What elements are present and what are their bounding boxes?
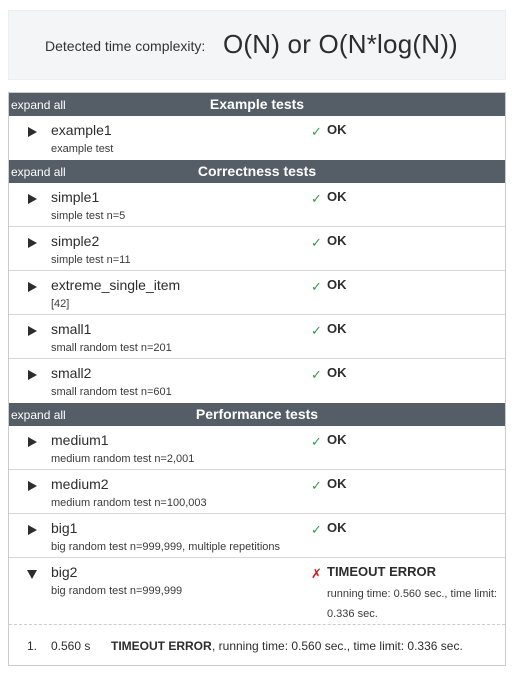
test-description: example test: [51, 143, 114, 155]
test-status: OK: [327, 189, 347, 204]
group-title: Example tests: [209, 96, 305, 112]
test-name: example1: [51, 122, 112, 138]
test-description: [42]: [51, 298, 70, 310]
triangle-right-icon[interactable]: [26, 369, 38, 381]
cross-icon: ✗: [311, 566, 322, 581]
test-status: OK: [327, 277, 347, 292]
status-detail: running time: 0.560 sec., time limit: 0.336 sec.: [327, 588, 497, 620]
test-description: medium random test n=2,001: [51, 453, 195, 465]
triangle-right-icon[interactable]: [26, 126, 38, 138]
test-row-simple1[interactable]: [9, 183, 505, 227]
test-description: big random test n=999,999: [51, 585, 183, 597]
test-name: extreme_single_item: [51, 277, 181, 293]
run-status: TIMEOUT ERROR: [111, 639, 212, 653]
test-description: small random test n=201: [51, 342, 172, 354]
triangle-right-icon[interactable]: [26, 325, 38, 337]
test-results-table: [8, 92, 506, 666]
test-row-example1[interactable]: [9, 116, 505, 160]
test-name: medium2: [51, 476, 109, 492]
test-name: medium1: [51, 432, 109, 448]
expand-all-link[interactable]: expand all: [11, 165, 66, 179]
test-description: small random test n=601: [51, 386, 172, 398]
expand-all-link[interactable]: expand all: [11, 408, 66, 422]
group-header-performance-tests: [9, 403, 505, 426]
check-icon: ✓: [311, 522, 322, 537]
test-description: simple test n=11: [51, 254, 131, 266]
complexity-value: O(N) or O(N*log(N)): [223, 29, 458, 59]
group-header-example-tests: [9, 93, 505, 116]
test-row-medium2[interactable]: [9, 470, 505, 514]
triangle-right-icon[interactable]: [26, 193, 38, 205]
test-status: OK: [327, 233, 347, 248]
test-status: OK: [327, 520, 347, 535]
test-description: big random test n=999,999, multiple repetitions: [51, 541, 281, 553]
triangle-down-icon[interactable]: [26, 568, 38, 580]
complexity-label: Detected time complexity:: [45, 38, 206, 54]
test-row-small1[interactable]: [9, 315, 505, 359]
check-icon: ✓: [311, 478, 322, 493]
test-status: OK: [327, 432, 347, 447]
test-status: OK: [327, 365, 347, 380]
test-row-big1[interactable]: [9, 514, 505, 558]
triangle-right-icon[interactable]: [26, 281, 38, 293]
run-detail-row: [9, 624, 505, 665]
group-title: Performance tests: [195, 406, 319, 422]
check-icon: ✓: [311, 323, 322, 338]
test-row-extreme-single-item[interactable]: [9, 271, 505, 315]
check-icon: ✓: [311, 367, 322, 382]
check-icon: ✓: [311, 235, 322, 250]
test-name: simple1: [51, 189, 100, 205]
group-title: Correctness tests: [197, 163, 317, 179]
test-row-simple2[interactable]: [9, 227, 505, 271]
expand-all-link[interactable]: expand all: [11, 98, 66, 112]
run-time: 0.560 s: [51, 639, 91, 653]
run-number: 1.: [27, 639, 38, 653]
test-row-small2[interactable]: [9, 359, 505, 403]
test-name: simple2: [51, 233, 100, 249]
test-name: small2: [51, 365, 92, 381]
run-message: , running time: 0.560 sec., time limit: 0.336 sec.: [212, 639, 463, 653]
test-description: medium random test n=100,003: [51, 497, 207, 509]
test-row-medium1[interactable]: [9, 426, 505, 470]
test-name: big1: [51, 520, 78, 536]
check-icon: ✓: [311, 434, 322, 449]
group-header-correctness-tests: [9, 160, 505, 183]
complexity-panel: [8, 10, 506, 80]
triangle-right-icon[interactable]: [26, 480, 38, 492]
check-icon: ✓: [311, 124, 322, 139]
test-description: simple test n=5: [51, 210, 126, 222]
test-status: OK: [327, 476, 347, 491]
test-name: small1: [51, 321, 92, 337]
test-row-big2[interactable]: [9, 558, 505, 624]
test-status: OK: [327, 321, 347, 336]
triangle-right-icon[interactable]: [26, 237, 38, 249]
triangle-right-icon[interactable]: [26, 524, 38, 536]
test-status: OK: [327, 122, 347, 137]
check-icon: ✓: [311, 279, 322, 294]
test-name: big2: [51, 564, 78, 580]
triangle-right-icon[interactable]: [26, 436, 38, 448]
check-icon: ✓: [311, 191, 322, 206]
test-status: TIMEOUT ERROR: [327, 564, 437, 579]
